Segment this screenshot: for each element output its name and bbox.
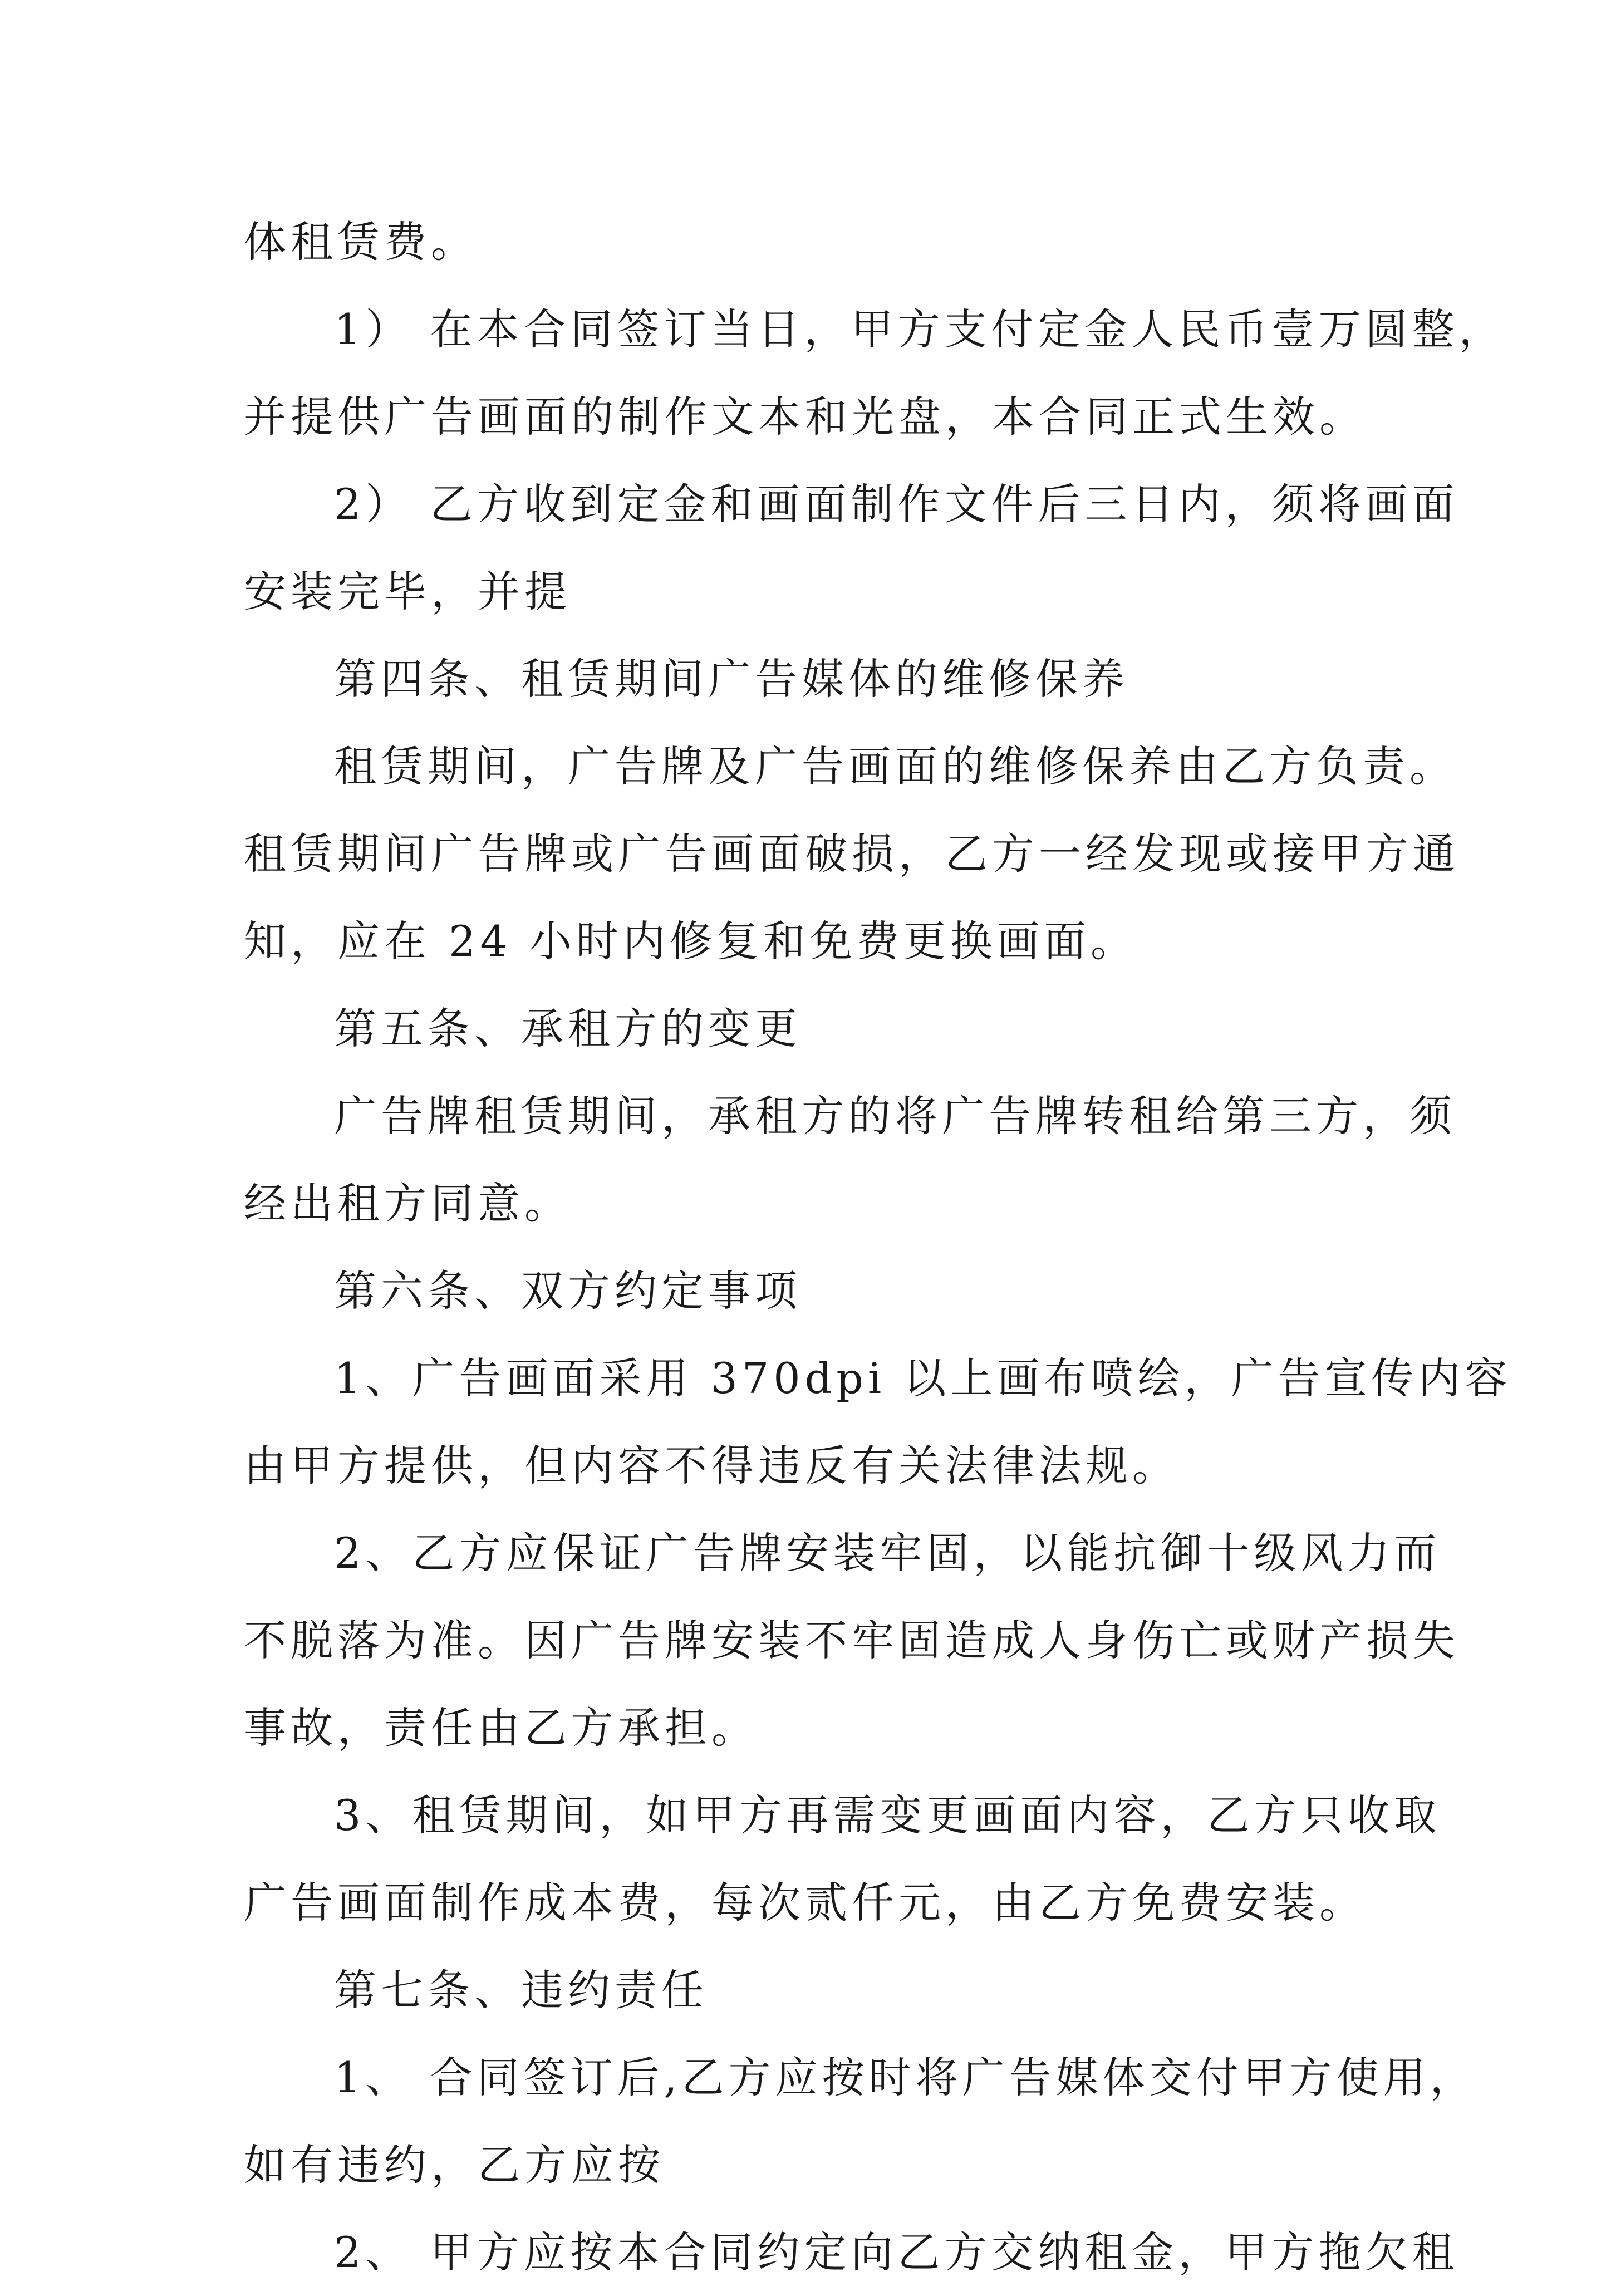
text-line: 1、 合同签订后,乙方应按时将广告媒体交付甲方使用，: [334, 2053, 1477, 2102]
contract-body-text: [244, 198, 1512, 2296]
text-line: 广告牌租赁期间，承租方的将广告牌转租给第三方，须: [334, 1091, 1456, 1141]
text-line: 2、乙方应保证广告牌安装牢固，以能抗御十级风力而: [334, 1528, 1441, 1578]
text-line: 经出租方同意。: [244, 1179, 571, 1228]
text-line: 租赁期间，广告牌及广告画面的维修保养由乙方负责。: [334, 742, 1456, 791]
text-line: 知，应在 24 小时内修复和免费更换画面。: [244, 916, 1138, 966]
text-line: 安装完毕，并提: [244, 567, 571, 616]
text-line: 事故，责任由乙方承担。: [244, 1703, 758, 1753]
text-line: 3、租赁期间，如甲方再需变更画面内容，乙方只收取: [334, 1790, 1441, 1840]
text-line: 1） 在本合同签订当日，甲方支付定金人民币壹万圆整，: [334, 305, 1506, 354]
section-heading-article-5: 第五条、承租方的变更: [334, 1004, 802, 1053]
text-line: 1、广告画面采用 370dpi 以上画布喷绘，广告宣传内容: [334, 1353, 1512, 1403]
text-line: 如有违约，乙方应按: [244, 2140, 665, 2190]
section-heading-article-6: 第六条、双方约定事项: [334, 1266, 802, 1316]
text-line: 不脱落为准。因广告牌安装不牢固造成人身伤亡或财产损失: [244, 1616, 1460, 1665]
text-line: 由甲方提供，但内容不得违反有关法律法规。: [244, 1441, 1179, 1490]
text-line: 广告画面制作成本费，每次贰仟元，由乙方免费安装。: [244, 1878, 1366, 1927]
section-heading-article-4: 第四条、租赁期间广告媒体的维修保养: [334, 654, 1129, 704]
text-line: 并提供广告画面的制作文本和光盘，本合同正式生效。: [244, 392, 1366, 441]
section-heading-article-7: 第七条、违约责任: [334, 1965, 708, 2015]
text-line: 租赁期间广告牌或广告画面破损，乙方一经发现或接甲方通: [244, 829, 1460, 879]
text-line: 2、 甲方应按本合同约定向乙方交纳租金，甲方拖欠租: [334, 2228, 1459, 2277]
text-line: 体租赁费。: [244, 217, 478, 267]
text-line: 2） 乙方收到定金和画面制作文件后三日内，须将画面: [334, 479, 1459, 529]
